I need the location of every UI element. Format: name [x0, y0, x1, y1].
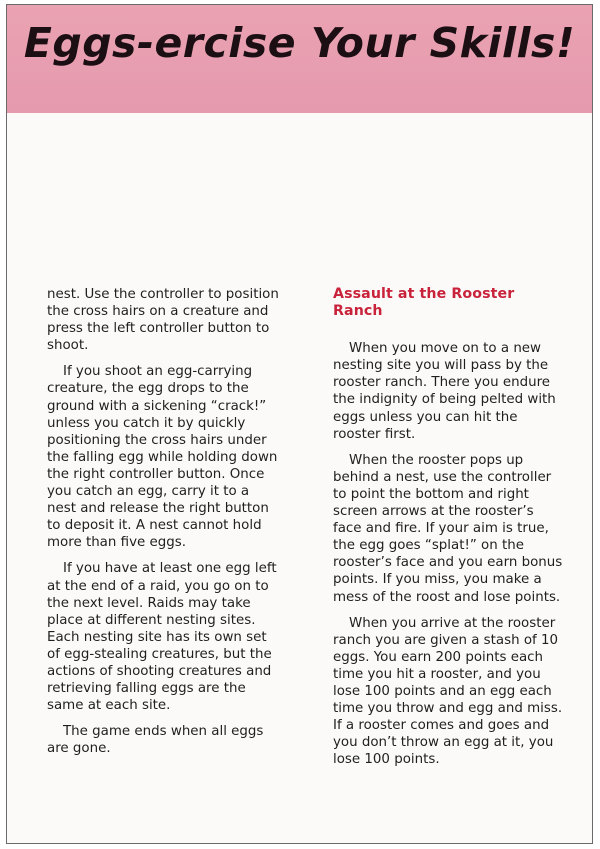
paragraph: When the rooster pops up behind a nest, use the controller to point the bottom and right screen arrows at the rooster’s face and fire. If your aim is true, the egg goes “splat!” on the rooster’s face and you earn bonus points. If you miss, you make a mess of the roost and lose points. — [333, 452, 563, 605]
paragraph: If you have at least one egg left at the end of a raid, you go on to the next level. Raids may take place at different nesting sites. Each nesting site has its own set of egg-stealing creatures, but the actions of shooting creatures and retrieving falling eggs are the same at each site. — [47, 561, 277, 714]
title-banner — [7, 5, 592, 113]
left-column — [47, 286, 279, 766]
right-column — [333, 286, 565, 777]
paragraph: nest. Use the controller to position the cross hairs on a creature and press the left controller button to shoot. — [47, 287, 279, 354]
page-title: Eggs-ercise Your Skills! — [23, 19, 576, 67]
manual-page — [6, 4, 593, 844]
paragraph: When you arrive at the rooster ranch you are given a stash of 10 eggs. You earn 200 points each time you hit a rooster, and you lose 100 points and an egg each time you throw and egg and miss. If a rooster comes and goes and you don’t throw an egg at it, you lose 100 points. — [333, 615, 563, 768]
paragraph: The game ends when all eggs are gone. — [47, 724, 264, 757]
section-heading: Assault at the Rooster Ranch — [333, 286, 515, 320]
paragraph: If you shoot an egg-carrying creature, the egg drops to the ground with a sickening “crack!” unless you catch it by quickly positioning the cross hairs under the falling egg while holding down the right controller button. Once you catch an egg, carry it to a nest and release the right button to deposit it. A nest cannot hold more than five eggs. — [47, 364, 278, 551]
paragraph: When you move on to a new nesting site you will pass by the rooster ranch. There you endure the indignity of being pelted with eggs unless you can hit the rooster first. — [333, 341, 556, 442]
